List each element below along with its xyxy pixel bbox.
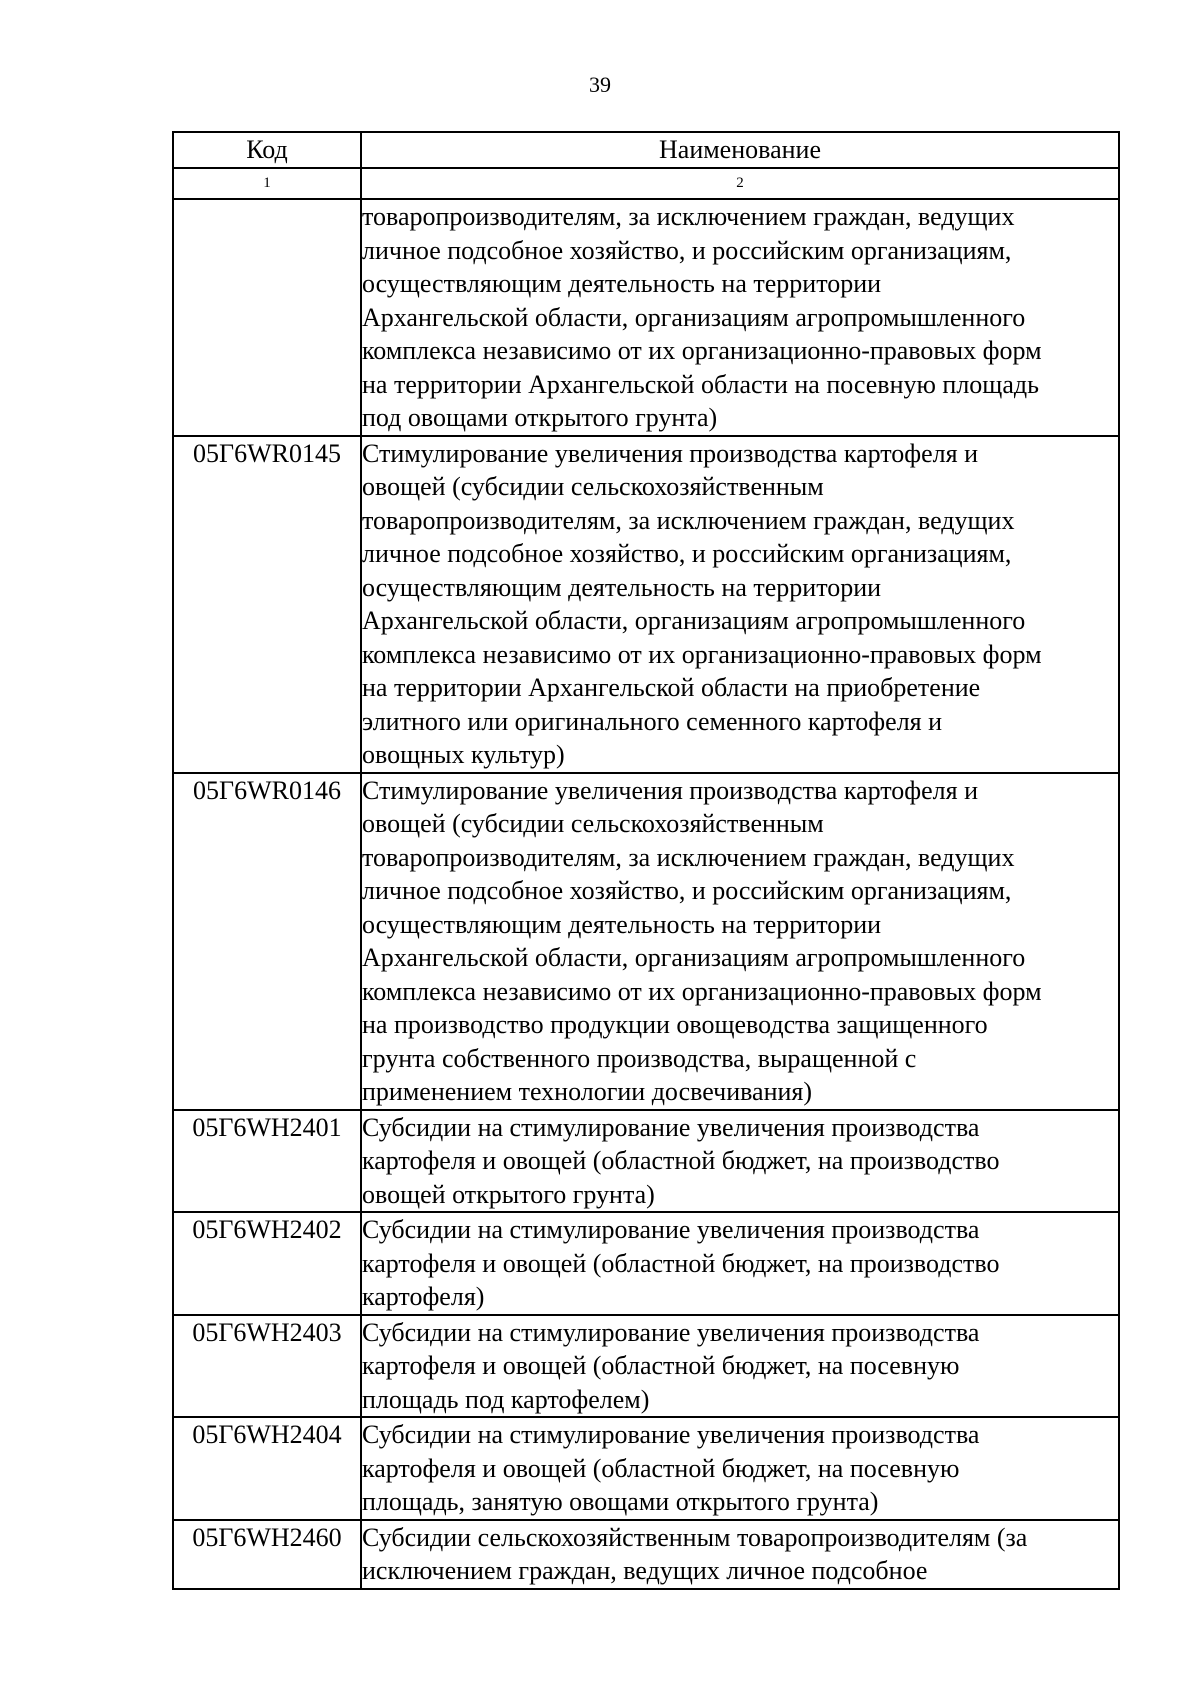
row-name <box>361 1315 1119 1418</box>
row-name-line: картофеля и овощей (областной бюджет, на посевную <box>362 1351 960 1380</box>
row-name-line: Субсидии на стимулирование увеличения производства <box>362 1317 980 1347</box>
row-name <box>361 773 1119 1110</box>
row-name-line: элитного или оригинального семенного картофеля и <box>362 706 943 736</box>
column-number-2: 2 <box>361 168 1119 199</box>
table-row <box>173 1315 1119 1418</box>
row-name-line: применением технологии досвечивания) <box>362 1077 813 1106</box>
row-name-line: Субсидии на стимулирование увеличения производства <box>362 1215 980 1244</box>
row-name-line: исключением граждан, ведущих личное подсобное <box>362 1556 928 1585</box>
row-name-line: комплекса независимо от их организационно-правовых форм <box>362 336 1042 365</box>
row-name <box>361 199 1119 436</box>
row-name-line: под овощами открытого грунта) <box>362 403 718 432</box>
row-name-line: Субсидии на стимулирование увеличения производства <box>362 1112 980 1142</box>
row-name <box>361 1110 1119 1213</box>
table-row <box>173 773 1119 1110</box>
codes-table <box>172 131 1120 1590</box>
header-code: Код <box>173 132 361 168</box>
table-row <box>173 1520 1119 1589</box>
row-name-line: площадь под картофелем) <box>362 1384 650 1414</box>
row-name-line: Архангельской области, организациям агропромышленного <box>362 943 1026 972</box>
row-name-line: Стимулирование увеличения производства картофеля и <box>362 438 979 468</box>
table-body <box>173 199 1119 1589</box>
row-name-line: личное подсобное хозяйство, и российским организациям, <box>362 539 1012 568</box>
row-name-line: Архангельской области, организациям агропромышленного <box>362 302 1026 332</box>
row-name-line: картофеля и овощей (областной бюджет, на посевную <box>362 1453 960 1483</box>
row-name-line: картофеля) <box>362 1282 485 1311</box>
table-row <box>173 199 1119 436</box>
row-name-line: площадь, занятую овощами открытого грунта) <box>362 1487 879 1516</box>
row-name-line: Архангельской области, организациям агропромышленного <box>362 606 1026 635</box>
row-name-line: овощей (субсидии сельскохозяйственным <box>362 809 824 838</box>
row-name-line: Субсидии на стимулирование увеличения производства <box>362 1420 980 1449</box>
row-name-line: на производство продукции овощеводства защищенного <box>362 1010 988 1039</box>
table-row <box>173 436 1119 773</box>
row-name <box>361 1212 1119 1315</box>
table-row <box>173 1212 1119 1315</box>
row-name-line: товаропроизводителям, за исключением граждан, ведущих <box>362 202 1015 231</box>
table-row <box>173 1110 1119 1213</box>
page-number: 39 <box>589 72 611 97</box>
row-name-line: на территории Архангельской области на посевную площадь <box>362 369 1039 399</box>
row-code: 05Г6WR0146 <box>173 773 361 1110</box>
row-name-line: грунта собственного производства, выращенной с <box>362 1043 917 1073</box>
row-name-line: на территории Архангельской области на приобретение <box>362 673 981 702</box>
header-row <box>173 132 1119 168</box>
row-code: 05Г6WH2404 <box>173 1417 361 1520</box>
row-name-line: товаропроизводителям, за исключением граждан, ведущих <box>362 842 1015 872</box>
row-name <box>361 1520 1119 1589</box>
row-code: 05Г6WR0145 <box>173 436 361 773</box>
row-name <box>361 436 1119 773</box>
row-name-line: Субсидии сельскохозяйственным товаропроизводителям (за <box>362 1522 1028 1552</box>
row-name-line: овощных культур) <box>362 740 565 769</box>
row-code: 05Г6WH2460 <box>173 1520 361 1589</box>
row-name-line: комплекса независимо от их организационно-правовых форм <box>362 976 1042 1006</box>
row-name-line: картофеля и овощей (областной бюджет, на производство <box>362 1146 1000 1175</box>
table-row <box>173 1417 1119 1520</box>
row-name-line: овощей открытого грунта) <box>362 1179 655 1209</box>
row-code: 05Г6WH2403 <box>173 1315 361 1418</box>
row-name-line: комплекса независимо от их организационно-правовых форм <box>362 639 1042 669</box>
column-number-1: 1 <box>173 168 361 199</box>
row-name-line: товаропроизводителям, за исключением граждан, ведущих <box>362 505 1015 535</box>
row-name <box>361 1417 1119 1520</box>
row-name-line: овощей (субсидии сельскохозяйственным <box>362 472 824 501</box>
row-name-line: осуществляющим деятельность на территории <box>362 909 882 939</box>
row-name-line: картофеля и овощей (областной бюджет, на производство <box>362 1248 1000 1278</box>
row-name-line: осуществляющим деятельность на территории <box>362 572 882 602</box>
row-code: 05Г6WH2402 <box>173 1212 361 1315</box>
row-name-line: Стимулирование увеличения производства картофеля и <box>362 775 979 805</box>
row-code <box>173 199 361 436</box>
row-code: 05Г6WH2401 <box>173 1110 361 1213</box>
row-name-line: личное подсобное хозяйство, и российским организациям, <box>362 235 1012 265</box>
row-name-line: личное подсобное хозяйство, и российским организациям, <box>362 876 1012 905</box>
header-name: Наименование <box>361 132 1119 168</box>
row-name-line: осуществляющим деятельность на территории <box>362 269 882 298</box>
column-number-row <box>173 168 1119 199</box>
